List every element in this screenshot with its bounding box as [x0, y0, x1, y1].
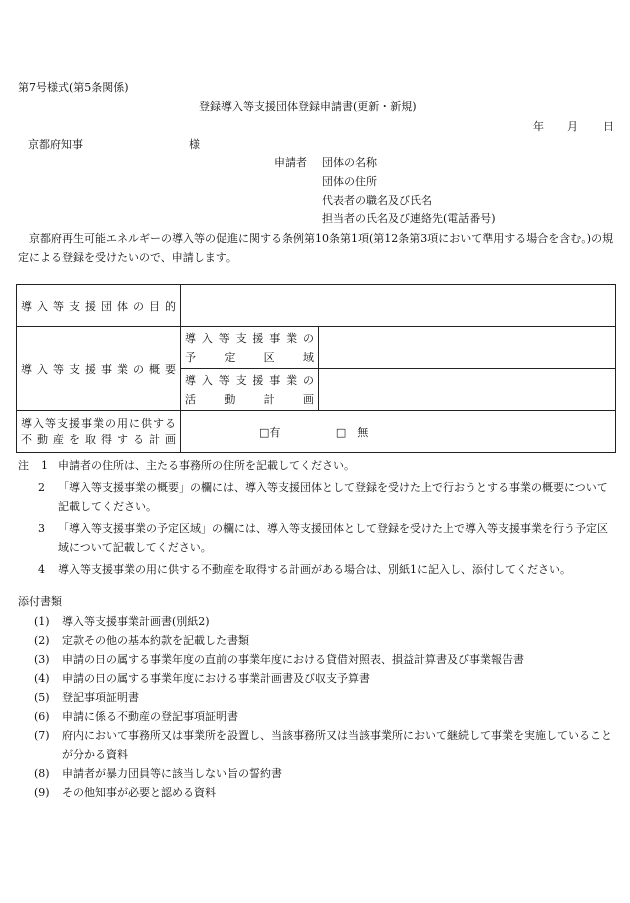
addressee-honorific: 様: [189, 138, 200, 151]
attachment-number: (5): [34, 691, 50, 704]
attachment-text: 府内において事務所又は事業所を設置し、当該事務所又は当該事業所において継続して事業を実施していることが分かる資料: [62, 729, 612, 761]
attachment-text: 定款その他の基本約款を記載した書類: [62, 634, 249, 647]
realestate-options-cell: [181, 411, 616, 453]
attachment-number: (9): [34, 786, 50, 799]
attachment-text: 申請に係る不動産の登記事項証明書: [62, 710, 238, 723]
applicant-contact-field: 担当者の氏名及び連絡先(電話番号): [322, 212, 496, 225]
date-year-label: 年: [533, 120, 544, 133]
option-yes-checkbox[interactable]: □有: [259, 425, 281, 439]
applicant-label: 申請者: [274, 156, 307, 169]
applicant-org-address-field: 団体の住所: [322, 175, 377, 188]
attachment-item: [34, 612, 616, 631]
area-label-line-2: 予定区域: [185, 350, 314, 364]
attachment-item: [34, 726, 616, 764]
overview-label: 導入等支援事業の概要: [17, 327, 181, 411]
attachment-text: 申請者が暴力団員等に該当しない旨の誓約書: [62, 767, 282, 780]
attachment-number: (1): [34, 615, 50, 628]
attachments-list: [34, 612, 616, 802]
attachment-text: 導入等支援事業計画書(別紙2): [62, 615, 210, 628]
realestate-label-cell: [17, 411, 181, 453]
attachment-number: (7): [34, 729, 50, 742]
note-number: 2: [38, 481, 45, 494]
area-value-cell[interactable]: [319, 327, 616, 369]
attachment-text: 申請の日の属する事業年度における事業計画書及び収支予算書: [62, 672, 370, 685]
note-text: 「導入等支援事業の予定区域」の欄には、導入等支援団体として登録を受けた上で導入等支援事業を行う予定区域について記載してください。: [58, 522, 608, 554]
note-prefix: 注: [18, 459, 29, 472]
attachment-text: その他知事が必要と認める資料: [62, 786, 216, 799]
note-number-value: 1: [41, 459, 48, 472]
attachment-item: [34, 783, 616, 802]
activity-label-line-2: 活動計画: [185, 392, 314, 406]
note-item: [18, 560, 615, 579]
attachment-number: (3): [34, 653, 50, 666]
note-text: 導入等支援事業の用に供する不動産を取得する計画がある場合は、別紙1に記入し、添付してください。: [58, 563, 571, 576]
purpose-value-cell[interactable]: [181, 285, 616, 327]
attachment-item: [34, 631, 616, 650]
attachment-item: [34, 764, 616, 783]
date-month-label: 月: [567, 120, 578, 133]
notes-section: [18, 456, 615, 582]
attachment-text: 申請の日の属する事業年度の直前の事業年度における貸借対照表、損益計算書及び事業報告書: [62, 653, 524, 666]
attachment-item: [34, 707, 616, 726]
area-row: [17, 327, 616, 369]
note-item: [18, 456, 615, 475]
realestate-label-line-2: 不動産を取得する計画: [21, 432, 176, 446]
area-label-line-1: 導入等支援事業の: [185, 331, 314, 345]
activity-label-cell: [181, 369, 319, 411]
activity-label-line-1: 導入等支援事業の: [185, 373, 314, 387]
attachments-title: 添付書類: [18, 595, 62, 608]
note-number: 4: [38, 563, 45, 576]
application-statement: 京都府再生可能エネルギーの導入等の促進に関する条例第10条第1項(第12条第3項において準用する場合を含む。)の規定による登録を受けたいので、申請します。: [18, 232, 614, 264]
addressee-name: 京都府知事: [28, 138, 83, 151]
attachment-number: (6): [34, 710, 50, 723]
application-table: [16, 284, 616, 453]
realestate-label-line-1: 導入等支援事業の用に供する: [21, 416, 176, 430]
purpose-row: [17, 285, 616, 327]
applicant-representative-field: 代表者の職名及び氏名: [322, 194, 432, 207]
date-day-label: 日: [603, 120, 614, 133]
attachment-item: [34, 688, 616, 707]
purpose-label: 導入等支援団体の目的: [17, 285, 181, 327]
realestate-row: [17, 411, 616, 453]
document-title: 登録導入等支援団体登録申請書(更新・新規): [199, 100, 417, 113]
note-text: 「導入等支援事業の概要」の欄には、導入等支援団体として登録を受けた上で行おうとする事業の概要について記載してください。: [58, 481, 608, 513]
attachment-number: (8): [34, 767, 50, 780]
activity-value-cell[interactable]: [319, 369, 616, 411]
area-label-cell: [181, 327, 319, 369]
attachment-number: (2): [34, 634, 50, 647]
applicant-org-name-field: 団体の名称: [322, 156, 377, 169]
form-number: 第7号様式(第5条関係): [18, 81, 129, 94]
attachment-item: [34, 650, 616, 669]
note-number: 3: [38, 522, 45, 535]
note-item: [18, 478, 615, 516]
note-text: 申請者の住所は、主たる事務所の住所を記載してください。: [58, 459, 355, 472]
option-no-checkbox[interactable]: □ 無: [335, 425, 369, 439]
attachment-number: (4): [34, 672, 50, 685]
attachment-text: 登記事項証明書: [62, 691, 139, 704]
note-item: [18, 519, 615, 557]
note-number: [18, 456, 48, 475]
attachment-item: [34, 669, 616, 688]
